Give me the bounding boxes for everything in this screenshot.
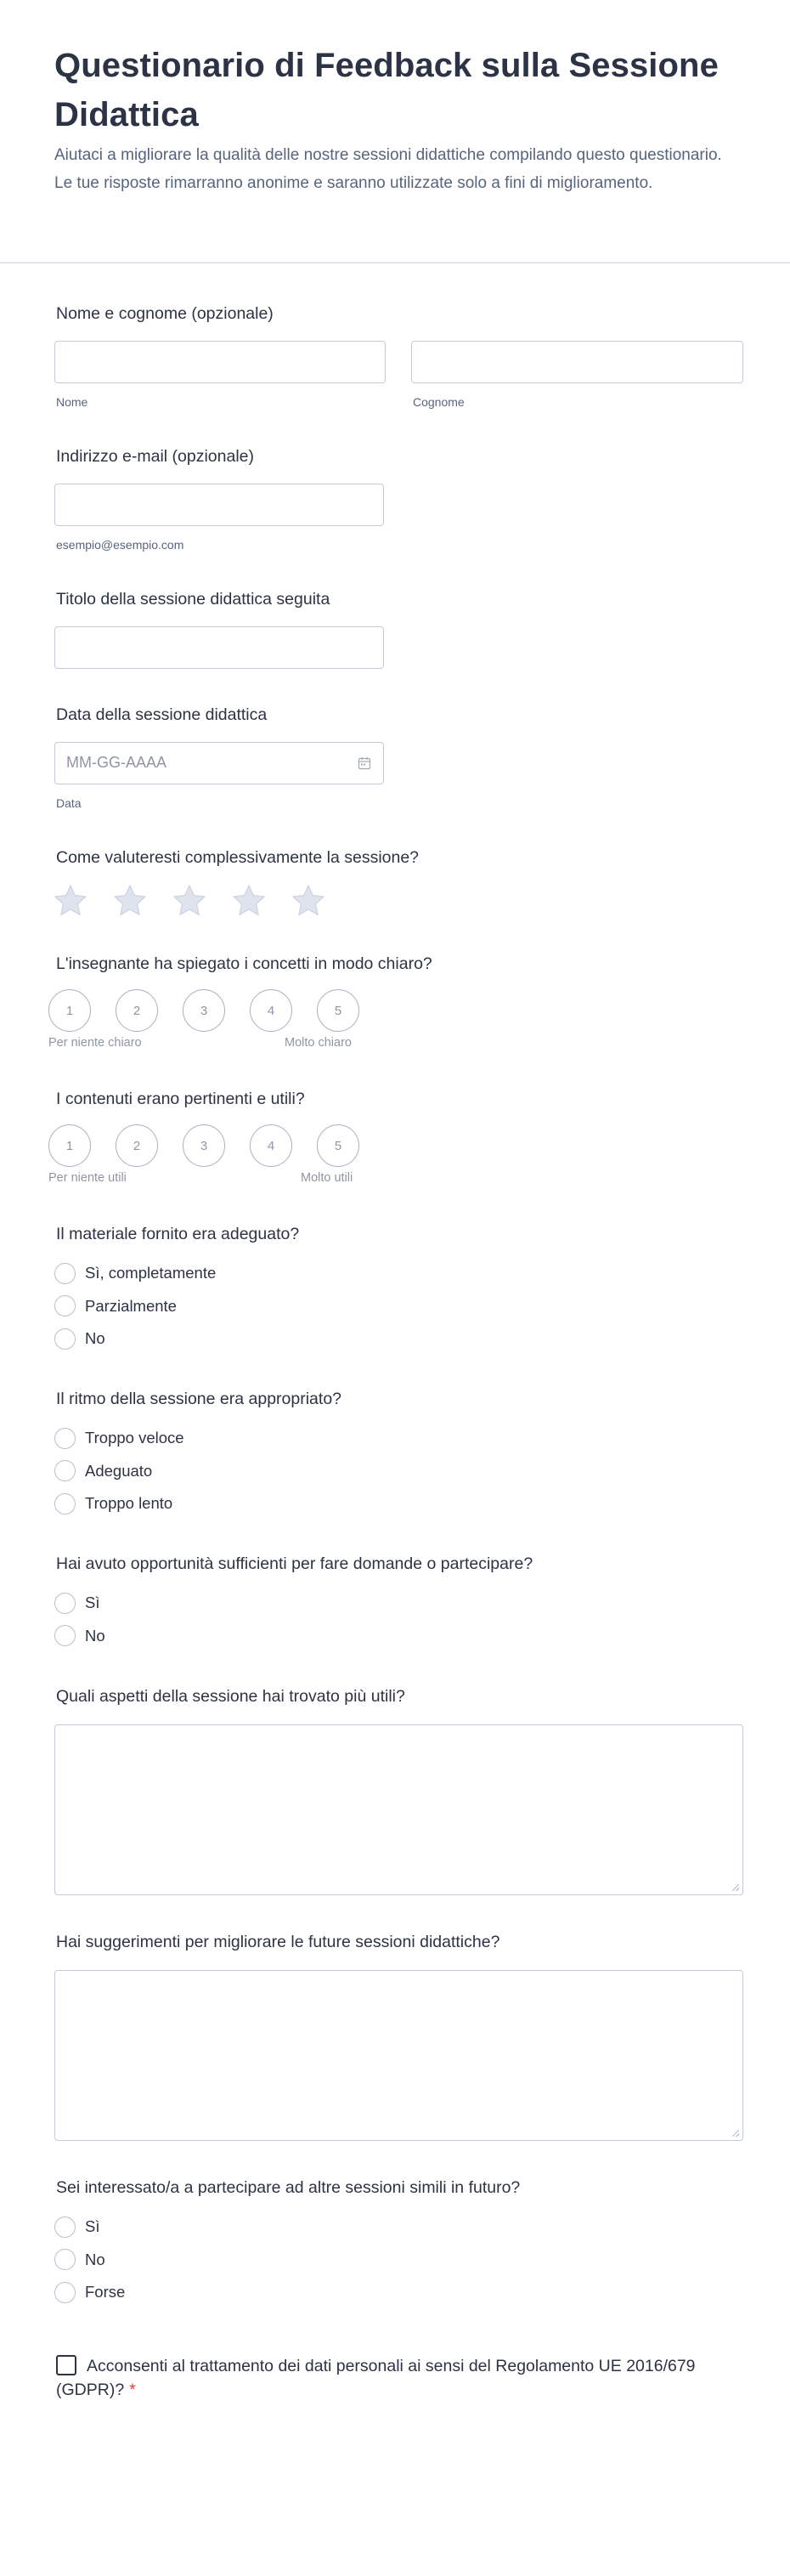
radio-label: Sì, completamente: [85, 1264, 217, 1282]
radio-label: No: [85, 1329, 105, 1347]
useful-aspects-textarea[interactable]: [54, 1724, 743, 1895]
form-description: Aiutaci a migliorare la qualità delle nostre sessioni didattiche compilando questo questionario. Le tue risposte rimarranno anonime e saranno utilizzate solo a fini di miglioramento.: [54, 146, 722, 192]
calendar-icon[interactable]: [358, 756, 371, 770]
star-icon[interactable]: [111, 882, 149, 920]
radio-button[interactable]: [54, 2216, 76, 2238]
date-placeholder: MM-GG-AAAA: [66, 754, 167, 771]
radio-label: No: [85, 2250, 105, 2268]
first-name-sublabel: Nome: [56, 395, 88, 409]
clarity-low-label: Per niente chiaro: [48, 1036, 142, 1050]
form-header: [54, 41, 734, 197]
future_interest-option[interactable]: [54, 2248, 105, 2272]
radio-button[interactable]: [54, 1328, 76, 1350]
participation-option[interactable]: [54, 1624, 105, 1648]
relevance-option-1[interactable]: 1: [48, 1124, 91, 1167]
radio-button[interactable]: [54, 1593, 76, 1614]
email-input[interactable]: [54, 484, 384, 526]
radio-button[interactable]: [54, 1460, 76, 1481]
name-label: Nome e cognome (opzionale): [56, 304, 274, 323]
session-title-label: Titolo della sessione didattica seguita: [56, 590, 330, 609]
future_interest-option[interactable]: [54, 2215, 99, 2239]
participation-label: Hai avuto opportunità sufficienti per fare domande o partecipare?: [56, 1554, 533, 1573]
resize-handle-icon[interactable]: [732, 2130, 739, 2137]
last-name-input[interactable]: [411, 341, 743, 383]
relevance-label: I contenuti erano pertinenti e utili?: [56, 1090, 305, 1108]
future-interest-label: Sei interessato/a a partecipare ad altre sessioni simili in futuro?: [56, 2178, 521, 2197]
session-date-input[interactable]: [54, 742, 384, 784]
star-icon[interactable]: [230, 882, 268, 920]
clarity-high-label: Molto chiaro: [285, 1036, 352, 1050]
email-label: Indirizzo e-mail (opzionale): [56, 447, 255, 466]
relevance-option-4[interactable]: 4: [250, 1124, 292, 1167]
date-sublabel: Data: [56, 796, 82, 810]
clarity-option-2[interactable]: 2: [116, 989, 158, 1032]
radio-label: Troppo veloce: [85, 1429, 184, 1447]
radio-button[interactable]: [54, 1625, 76, 1646]
pace-option[interactable]: [54, 1492, 172, 1515]
star-icon[interactable]: [171, 882, 208, 920]
relevance-option-2[interactable]: 2: [116, 1124, 158, 1167]
last-name-sublabel: Cognome: [413, 395, 465, 409]
clarity-option-4[interactable]: 4: [250, 989, 292, 1032]
relevance-option-3[interactable]: 3: [183, 1124, 225, 1167]
gdpr-consent-label: Acconsenti al trattamento dei dati personali ai sensi del Regolamento UE 2016/679 (GDPR)?: [56, 2357, 696, 2399]
overall-rating-label: Come valuteresti complessivamente la sessione?: [56, 848, 420, 867]
radio-button[interactable]: [54, 2282, 76, 2303]
suggestions-label: Hai suggerimenti per migliorare le future sessioni didattiche?: [56, 1933, 500, 1951]
future_interest-option[interactable]: [54, 2280, 125, 2304]
clarity-option-5[interactable]: 5: [317, 989, 359, 1032]
useful-aspects-label: Quali aspetti della sessione hai trovato più utili?: [56, 1687, 405, 1706]
pace-option[interactable]: [54, 1459, 152, 1483]
material-option[interactable]: [54, 1294, 177, 1318]
gdpr-consent-checkbox[interactable]: [56, 2355, 76, 2375]
star-icon[interactable]: [52, 882, 89, 920]
radio-label: Forse: [85, 2283, 126, 2301]
clarity-option-1[interactable]: 1: [48, 989, 91, 1032]
relevance-low-label: Per niente utili: [48, 1171, 127, 1185]
star-icon[interactable]: [290, 882, 327, 920]
material-option[interactable]: [54, 1261, 216, 1285]
relevance-option-5[interactable]: 5: [317, 1124, 359, 1167]
radio-button[interactable]: [54, 1263, 76, 1284]
pace-label: Il ritmo della sessione era appropriato?: [56, 1390, 342, 1408]
relevance-high-label: Molto utili: [301, 1171, 353, 1185]
material-option[interactable]: [54, 1327, 105, 1350]
radio-button[interactable]: [54, 1428, 76, 1449]
email-sublabel: esempio@esempio.com: [56, 538, 184, 552]
radio-label: Troppo lento: [85, 1494, 173, 1512]
radio-button[interactable]: [54, 1295, 76, 1316]
form-title: Questionario di Feedback sulla Sessione Didattica: [54, 47, 719, 133]
radio-label: Parzialmente: [85, 1296, 177, 1315]
gdpr-consent: [56, 2354, 736, 2402]
radio-label: Sì: [85, 1594, 100, 1611]
suggestions-textarea[interactable]: [54, 1970, 743, 2141]
clarity-label: L'insegnante ha spiegato i concetti in modo chiaro?: [56, 954, 432, 973]
session-title-input[interactable]: [54, 626, 384, 669]
radio-button[interactable]: [54, 1493, 76, 1514]
first-name-input[interactable]: [54, 341, 386, 383]
participation-option[interactable]: [54, 1591, 99, 1615]
radio-button[interactable]: [54, 2249, 76, 2270]
resize-handle-icon[interactable]: [732, 1884, 739, 1891]
radio-label: No: [85, 1626, 105, 1645]
header-divider: [0, 262, 790, 263]
clarity-option-3[interactable]: 3: [183, 989, 225, 1032]
radio-label: Adeguato: [85, 1461, 153, 1480]
required-mark: *: [129, 2381, 136, 2399]
session-date-label: Data della sessione didattica: [56, 705, 268, 724]
radio-label: Sì: [85, 2217, 100, 2235]
material-label: Il materiale fornito era adeguato?: [56, 1225, 300, 1243]
pace-option[interactable]: [54, 1426, 184, 1450]
